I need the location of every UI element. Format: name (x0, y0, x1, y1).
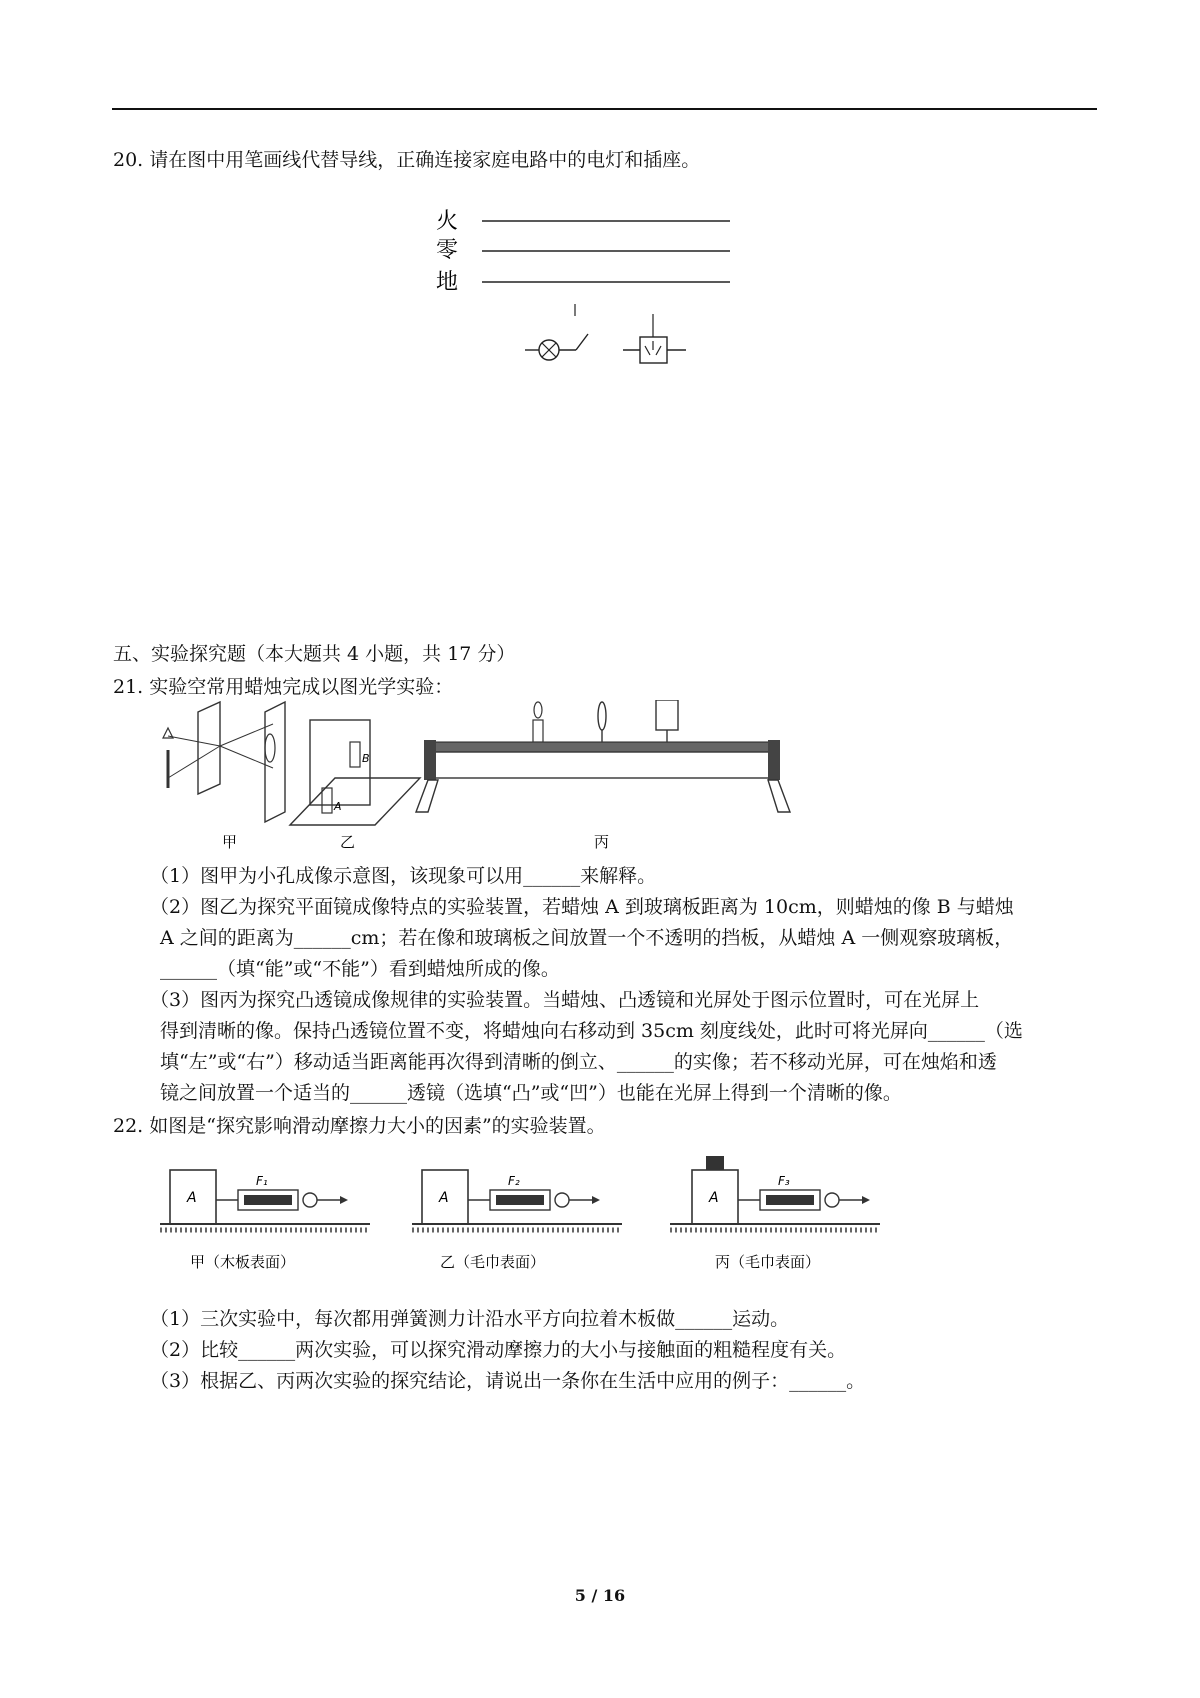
q20-text: 20. 请在图中用笔画线代替导线，正确连接家庭电路中的电灯和插座。 (113, 149, 701, 171)
svg-text:F₃: F₃ (778, 1174, 790, 1188)
q20-circuit-figure (420, 200, 730, 385)
q22-line-2: （2）比较______两次实验，可以探究滑动摩擦力的大小与接触面的粗糙程度有关。 (150, 1339, 847, 1361)
caption-yi: 乙（毛巾表面） (440, 1253, 546, 1271)
q21-line-1: （1）图甲为小孔成像示意图，该现象可以用______来解释。 (150, 865, 657, 887)
q21-optics-figure (160, 700, 880, 852)
candle-b-mark: B (362, 752, 370, 765)
q21-line-4: ______（填“能”或“不能”）看到蜡烛所成的像。 (160, 958, 560, 980)
svg-text:A: A (439, 1190, 449, 1206)
pinhole-camera-diagram (163, 702, 285, 851)
q22-line-1: （1）三次实验中，每次都用弹簧测力计沿水平方向拉着木板做______运动。 (150, 1308, 790, 1330)
caption-jia: 甲（木板表面） (190, 1253, 296, 1271)
fig-label-jia: 甲 (222, 833, 238, 851)
q21-line-5: （3）图丙为探究凸透镜成像规律的实验装置。当蜡烛、凸透镜和光屏处于图示位置时，可在光屏上 (150, 989, 980, 1011)
q21-line-8: 镜之间放置一个适当的______透镜（选填“凸”或“凹”）也能在光屏上得到一个清晰的像。 (160, 1082, 902, 1104)
svg-text:A: A (187, 1190, 197, 1206)
svg-text:F₂: F₂ (508, 1174, 520, 1188)
q21-line-2: （2）图乙为探究平面镜成像特点的实验装置，若蜡烛 A 到玻璃板距离为 10cm，则蜡烛的像 B 与蜡烛 (150, 896, 1014, 918)
q21-line-3: A 之间的距离为______cm；若在像和玻璃板之间放置一个不透明的挡板，从蜡烛 A 一侧观察玻璃板， (160, 927, 1014, 949)
caption-bing: 丙（毛巾表面） (715, 1253, 821, 1271)
setup-jia (160, 1170, 370, 1271)
setup-bing (670, 1156, 880, 1271)
setup-yi (412, 1170, 622, 1271)
fig-label-bing: 丙 (594, 833, 610, 851)
wire-label-neutral: 零 (436, 238, 459, 263)
section5-title: 五、实验探究题（本大题共 4 小题，共 17 分） (113, 643, 516, 665)
header-rule (112, 108, 1097, 110)
q21-line-7: 填“左”或“右”）移动适当距离能再次得到清晰的倒立、______的实像；若不移动光屏，可在烛焰和透 (160, 1051, 997, 1073)
lamp-switch-symbol (525, 304, 588, 360)
svg-text:A: A (709, 1190, 719, 1206)
fig-label-yi: 乙 (340, 833, 356, 851)
wire-label-fire: 火 (436, 209, 459, 234)
wire-label-ground: 地 (436, 270, 459, 295)
socket-symbol (623, 314, 686, 363)
plane-mirror-diagram (290, 720, 420, 851)
q22-line-3: （3）根据乙、丙两次实验的探究结论，请说出一条你在生活中应用的例子：______。 (150, 1370, 866, 1392)
q21-line-6: 得到清晰的像。保持凸透镜位置不变，将蜡烛向右移动到 35cm 刻度线处，此时可将光屏向______（选 (160, 1020, 1023, 1042)
candle-a-mark: A (334, 800, 342, 813)
q22-friction-figure (160, 1150, 950, 1280)
switch-icon (576, 334, 588, 350)
svg-text:F₁: F₁ (256, 1174, 268, 1188)
q21-stem: 21. 实验空常用蜡烛完成以图光学实验： (113, 676, 454, 698)
q22-stem: 22. 如图是“探究影响滑动摩擦力大小的因素”的实验装置。 (113, 1115, 606, 1137)
page-number: 5 / 16 (574, 1586, 626, 1605)
optical-bench-diagram (416, 700, 790, 851)
